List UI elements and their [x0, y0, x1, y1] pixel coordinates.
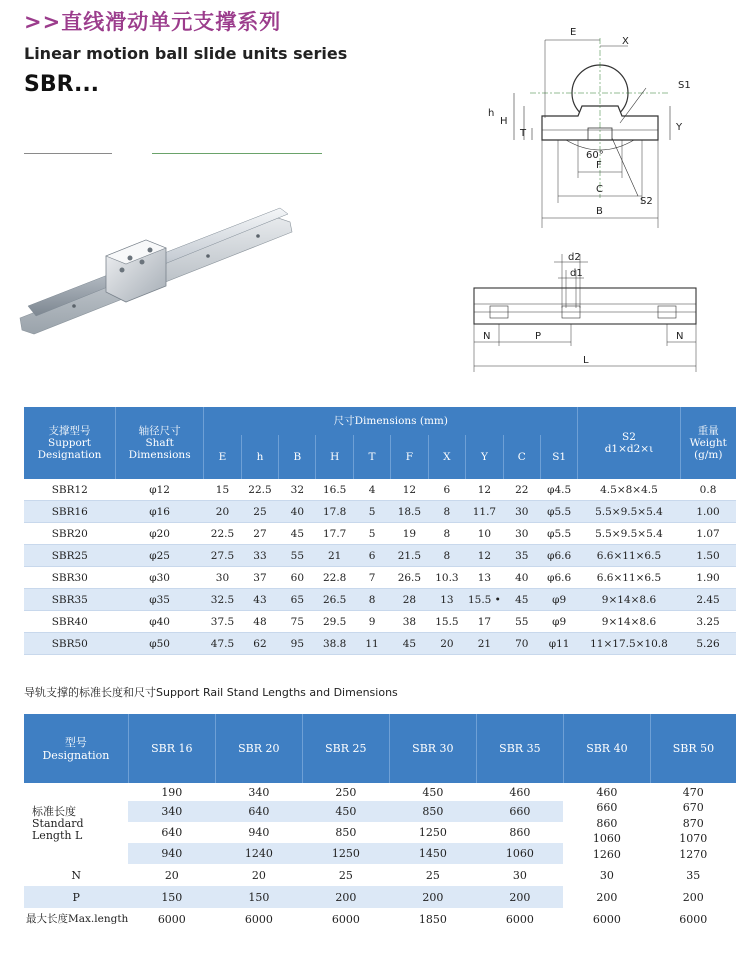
spec-cell-model: SBR12: [24, 479, 116, 501]
spec-cell-b: 45: [279, 523, 316, 545]
spec-cell-weight: 0.8: [680, 479, 736, 501]
spec-row: [24, 523, 736, 545]
spec-cell-model: SBR16: [24, 501, 116, 523]
spec-cell-e: 22.5: [204, 523, 242, 545]
dim-label-N-right: N: [676, 331, 684, 342]
spec-cell-x: 8: [428, 523, 466, 545]
std-cell: 640: [215, 801, 302, 822]
header-designation: 型号 Designation: [24, 714, 128, 783]
spec-cell-s2: 5.5×9.5×5.4: [578, 523, 680, 545]
max-cell: 6000: [679, 912, 708, 926]
std-cell: 190: [161, 785, 183, 799]
header-weight: 重量 Weight (g/m): [680, 407, 736, 479]
spec-cell-f: 12: [391, 479, 429, 501]
spec-cell-s2: 4.5×8×4.5: [578, 479, 680, 501]
spec-cell-h: 43: [241, 589, 279, 611]
dim-label-P: P: [535, 331, 542, 342]
spec-cell-f: 38: [391, 611, 429, 633]
spec-cell-t: 11: [353, 633, 390, 655]
spec-cell-x: 6: [428, 479, 466, 501]
page-title-en: Linear motion ball slide units series: [24, 44, 348, 63]
spec-cell-h: 22.5: [241, 479, 279, 501]
std-cell: 640: [161, 826, 183, 839]
std-cell: 450: [302, 801, 389, 822]
spec-cell-f: 28: [391, 589, 429, 611]
spec-cell-s1: φ9: [540, 611, 578, 633]
spec-cell-f: 45: [391, 633, 429, 655]
spec-cell-x: 8: [428, 501, 466, 523]
std-cell: 850: [389, 801, 476, 822]
p-cell: 200: [476, 886, 563, 908]
spec-cell-f: 21.5: [391, 545, 429, 567]
spec-cell-h: 27: [241, 523, 279, 545]
spec-cell-model: SBR20: [24, 523, 116, 545]
header-shaft: 轴径尺寸 Shaft Dimensions: [116, 407, 204, 479]
header-col-H: H: [316, 435, 354, 479]
spec-cell-s1: φ9: [540, 589, 578, 611]
spec-cell-c: 45: [503, 589, 540, 611]
std-cell: 940: [248, 826, 270, 839]
max-cell: 6000: [157, 912, 186, 926]
dim-label-F: F: [596, 160, 602, 171]
spec-cell-f: 26.5: [391, 567, 429, 589]
spec-cell-y: 15.5 •: [466, 589, 504, 611]
cross-section-diagram: [470, 18, 710, 233]
header-model-sbr40: SBR 40: [563, 714, 650, 783]
header-col-E: E: [204, 435, 242, 479]
spec-cell-weight: 1.50: [680, 545, 736, 567]
spec-cell-t: 5: [353, 523, 390, 545]
p-cell: 150: [215, 886, 302, 908]
spec-cell-y: 11.7: [466, 501, 504, 523]
spec-cell-f: 18.5: [391, 501, 429, 523]
n-cell: 35: [686, 868, 701, 882]
spec-cell-shaft: φ12: [116, 479, 204, 501]
spec-cell-s2: 11×17.5×10.8: [578, 633, 680, 655]
spec-cell-y: 12: [466, 545, 504, 567]
max-cell: 6000: [592, 912, 621, 926]
spec-cell-e: 27.5: [204, 545, 242, 567]
spec-table-body: [24, 479, 736, 655]
spec-cell-c: 30: [503, 501, 540, 523]
dim-label-S1: S1: [678, 80, 691, 91]
spec-cell-c: 40: [503, 567, 540, 589]
dim-label-C: C: [596, 184, 603, 195]
spec-cell-s1: φ5.5: [540, 501, 578, 523]
spec-cell-shaft: φ35: [116, 589, 204, 611]
spec-row: [24, 633, 736, 655]
spec-cell-t: 4: [353, 479, 390, 501]
product-photo: [18, 188, 298, 338]
spec-cell-h: 48: [241, 611, 279, 633]
spec-cell-h: 22.8: [316, 567, 354, 589]
dim-label-L: L: [583, 355, 589, 366]
spec-cell-h: 38.8: [316, 633, 354, 655]
spec-cell-shaft: φ40: [116, 611, 204, 633]
std-stack-sbr50: 470 670 870 1070 1270: [679, 785, 708, 861]
std-cell: 1060: [476, 843, 563, 864]
spec-cell-h: 29.5: [316, 611, 354, 633]
dim-label-Y: Y: [676, 122, 683, 133]
dim-label-B: B: [596, 206, 603, 217]
spec-row: [24, 545, 736, 567]
spec-cell-x: 13: [428, 589, 466, 611]
p-cell: 150: [128, 886, 215, 908]
n-cell: 30: [512, 868, 527, 882]
n-cell: 20: [251, 868, 266, 882]
max-cell: 1850: [418, 912, 447, 926]
p-cell: 200: [302, 886, 389, 908]
header-model-sbr35: SBR 35: [476, 714, 563, 783]
spec-cell-shaft: φ25: [116, 545, 204, 567]
spec-cell-e: 32.5: [204, 589, 242, 611]
header-model-sbr50: SBR 50: [650, 714, 736, 783]
spec-cell-model: SBR25: [24, 545, 116, 567]
spec-cell-s1: φ6.6: [540, 567, 578, 589]
n-cell: 25: [425, 868, 440, 882]
spec-cell-b: 95: [279, 633, 316, 655]
std-cell: 1250: [302, 843, 389, 864]
spec-cell-shaft: φ16: [116, 501, 204, 523]
dim-label-H: H: [500, 116, 508, 127]
header-model-sbr25: SBR 25: [302, 714, 389, 783]
n-cell: 30: [599, 868, 614, 882]
spec-cell-t: 9: [353, 611, 390, 633]
spec-cell-weight: 5.26: [680, 633, 736, 655]
spec-cell-weight: 1.00: [680, 501, 736, 523]
max-cell: 6000: [331, 912, 360, 926]
p-cell: 200: [389, 886, 476, 908]
spec-cell-weight: 2.45: [680, 589, 736, 611]
std-cell: 250: [335, 785, 357, 799]
n-cell: 25: [338, 868, 353, 882]
spec-cell-s1: φ6.6: [540, 545, 578, 567]
spec-row: [24, 501, 736, 523]
side-view-diagram: [462, 248, 702, 378]
spec-cell-shaft: φ20: [116, 523, 204, 545]
page-title-cn: >>直线滑动单元支撑系列: [24, 10, 282, 34]
rail-table-caption: 导轨支撑的标准长度和尺寸Support Rail Stand Lengths and Dimensions: [24, 686, 398, 699]
spec-cell-h: 25: [241, 501, 279, 523]
spec-cell-s2: 9×14×8.6: [578, 589, 680, 611]
spec-row: [24, 611, 736, 633]
std-cell: 340: [128, 801, 215, 822]
spec-cell-t: 5: [353, 501, 390, 523]
std-cell: 1450: [389, 843, 476, 864]
header-col-h: h: [241, 435, 279, 479]
spec-cell-s2: 5.5×9.5×5.4: [578, 501, 680, 523]
spec-cell-c: 22: [503, 479, 540, 501]
spec-cell-s2: 6.6×11×6.5: [578, 567, 680, 589]
dim-label-T: T: [520, 128, 527, 139]
spec-cell-b: 40: [279, 501, 316, 523]
spec-cell-y: 17: [466, 611, 504, 633]
spec-cell-shaft: φ30: [116, 567, 204, 589]
std-cell: 1240: [215, 843, 302, 864]
max-length-label: 最大长度Max.length: [26, 913, 129, 925]
spec-cell-s1: φ5.5: [540, 523, 578, 545]
std-cell: 460: [509, 785, 531, 799]
header-model-sbr30: SBR 30: [389, 714, 476, 783]
std-cell: 850: [335, 826, 357, 839]
spec-cell-c: 70: [503, 633, 540, 655]
divider-right: [152, 153, 322, 154]
divider-left: [24, 153, 112, 154]
header-col-F: F: [391, 435, 429, 479]
p-cell: 200: [682, 890, 704, 904]
spec-cell-y: 10: [466, 523, 504, 545]
spec-cell-s1: φ11: [540, 633, 578, 655]
spec-cell-x: 10.3: [428, 567, 466, 589]
spec-cell-h: 21: [316, 545, 354, 567]
spec-cell-e: 30: [204, 567, 242, 589]
spec-cell-c: 55: [503, 611, 540, 633]
header-col-X: X: [428, 435, 466, 479]
spec-cell-x: 8: [428, 545, 466, 567]
dim-label-X: X: [622, 36, 629, 47]
header-model-sbr16: SBR 16: [128, 714, 215, 783]
spec-cell-e: 15: [204, 479, 242, 501]
spec-cell-c: 35: [503, 545, 540, 567]
spec-cell-e: 20: [204, 501, 242, 523]
spec-cell-b: 32: [279, 479, 316, 501]
p-label: P: [24, 886, 128, 908]
spec-row: [24, 567, 736, 589]
spec-cell-t: 6: [353, 545, 390, 567]
header-col-C: C: [503, 435, 540, 479]
spec-cell-y: 21: [466, 633, 504, 655]
spec-cell-y: 12: [466, 479, 504, 501]
spec-cell-model: SBR35: [24, 589, 116, 611]
model-series-title: SBR...: [24, 72, 100, 97]
spec-cell-e: 37.5: [204, 611, 242, 633]
std-cell: 940: [128, 843, 215, 864]
std-length-label: 标准长度 Standard Length L: [32, 804, 84, 842]
dim-label-h: h: [488, 108, 495, 119]
spec-table: [24, 407, 736, 655]
max-cell: 6000: [505, 912, 534, 926]
dim-label-S2: S2: [640, 196, 653, 207]
spec-cell-s2: 6.6×11×6.5: [578, 545, 680, 567]
spec-cell-h: 26.5: [316, 589, 354, 611]
max-cell: 6000: [244, 912, 273, 926]
spec-cell-weight: 1.90: [680, 567, 736, 589]
spec-cell-h: 62: [241, 633, 279, 655]
spec-cell-b: 65: [279, 589, 316, 611]
dim-label-d1: d1: [570, 268, 583, 279]
spec-cell-model: SBR40: [24, 611, 116, 633]
spec-cell-shaft: φ50: [116, 633, 204, 655]
p-cell: 200: [596, 890, 618, 904]
spec-cell-y: 13: [466, 567, 504, 589]
spec-cell-c: 30: [503, 523, 540, 545]
spec-cell-x: 15.5: [428, 611, 466, 633]
header-support: 支撑型号 Support Designation: [24, 407, 116, 479]
spec-row: [24, 479, 736, 501]
dim-label-angle: 60°: [586, 150, 604, 161]
spec-cell-b: 55: [279, 545, 316, 567]
std-stack-sbr40: 460 660 860 1060 1260: [592, 785, 621, 861]
spec-cell-t: 7: [353, 567, 390, 589]
spec-cell-t: 8: [353, 589, 390, 611]
n-label: N: [71, 868, 81, 882]
spec-cell-s2: 9×14×8.6: [578, 611, 680, 633]
spec-cell-h: 17.7: [316, 523, 354, 545]
spec-cell-f: 19: [391, 523, 429, 545]
spec-cell-model: SBR30: [24, 567, 116, 589]
header-col-S1: S1: [540, 435, 578, 479]
spec-cell-s1: φ4.5: [540, 479, 578, 501]
header-s2: S2 d1×d2×ι: [578, 407, 680, 479]
std-cell: 450: [422, 785, 444, 799]
header-col-Y: Y: [466, 435, 504, 479]
std-cell: 340: [248, 785, 270, 799]
spec-cell-b: 60: [279, 567, 316, 589]
spec-row: [24, 589, 736, 611]
spec-cell-h: 16.5: [316, 479, 354, 501]
spec-cell-model: SBR50: [24, 633, 116, 655]
dim-label-N-left: N: [483, 331, 491, 342]
spec-cell-h: 33: [241, 545, 279, 567]
n-cell: 20: [164, 868, 179, 882]
spec-cell-weight: 3.25: [680, 611, 736, 633]
spec-cell-weight: 1.07: [680, 523, 736, 545]
dim-label-d2: d2: [568, 252, 581, 263]
std-cell: 660: [476, 801, 563, 822]
rail-lengths-table: [24, 714, 736, 930]
spec-cell-h: 37: [241, 567, 279, 589]
spec-cell-e: 47.5: [204, 633, 242, 655]
spec-cell-x: 20: [428, 633, 466, 655]
spec-cell-h: 17.8: [316, 501, 354, 523]
std-cell: 860: [509, 826, 531, 839]
header-dimensions-group: 尺寸Dimensions (mm): [204, 407, 578, 435]
header-col-T: T: [353, 435, 390, 479]
spec-cell-b: 75: [279, 611, 316, 633]
std-cell: 1250: [418, 826, 447, 839]
header-col-B: B: [279, 435, 316, 479]
dim-label-E: E: [570, 27, 577, 38]
header-model-sbr20: SBR 20: [215, 714, 302, 783]
